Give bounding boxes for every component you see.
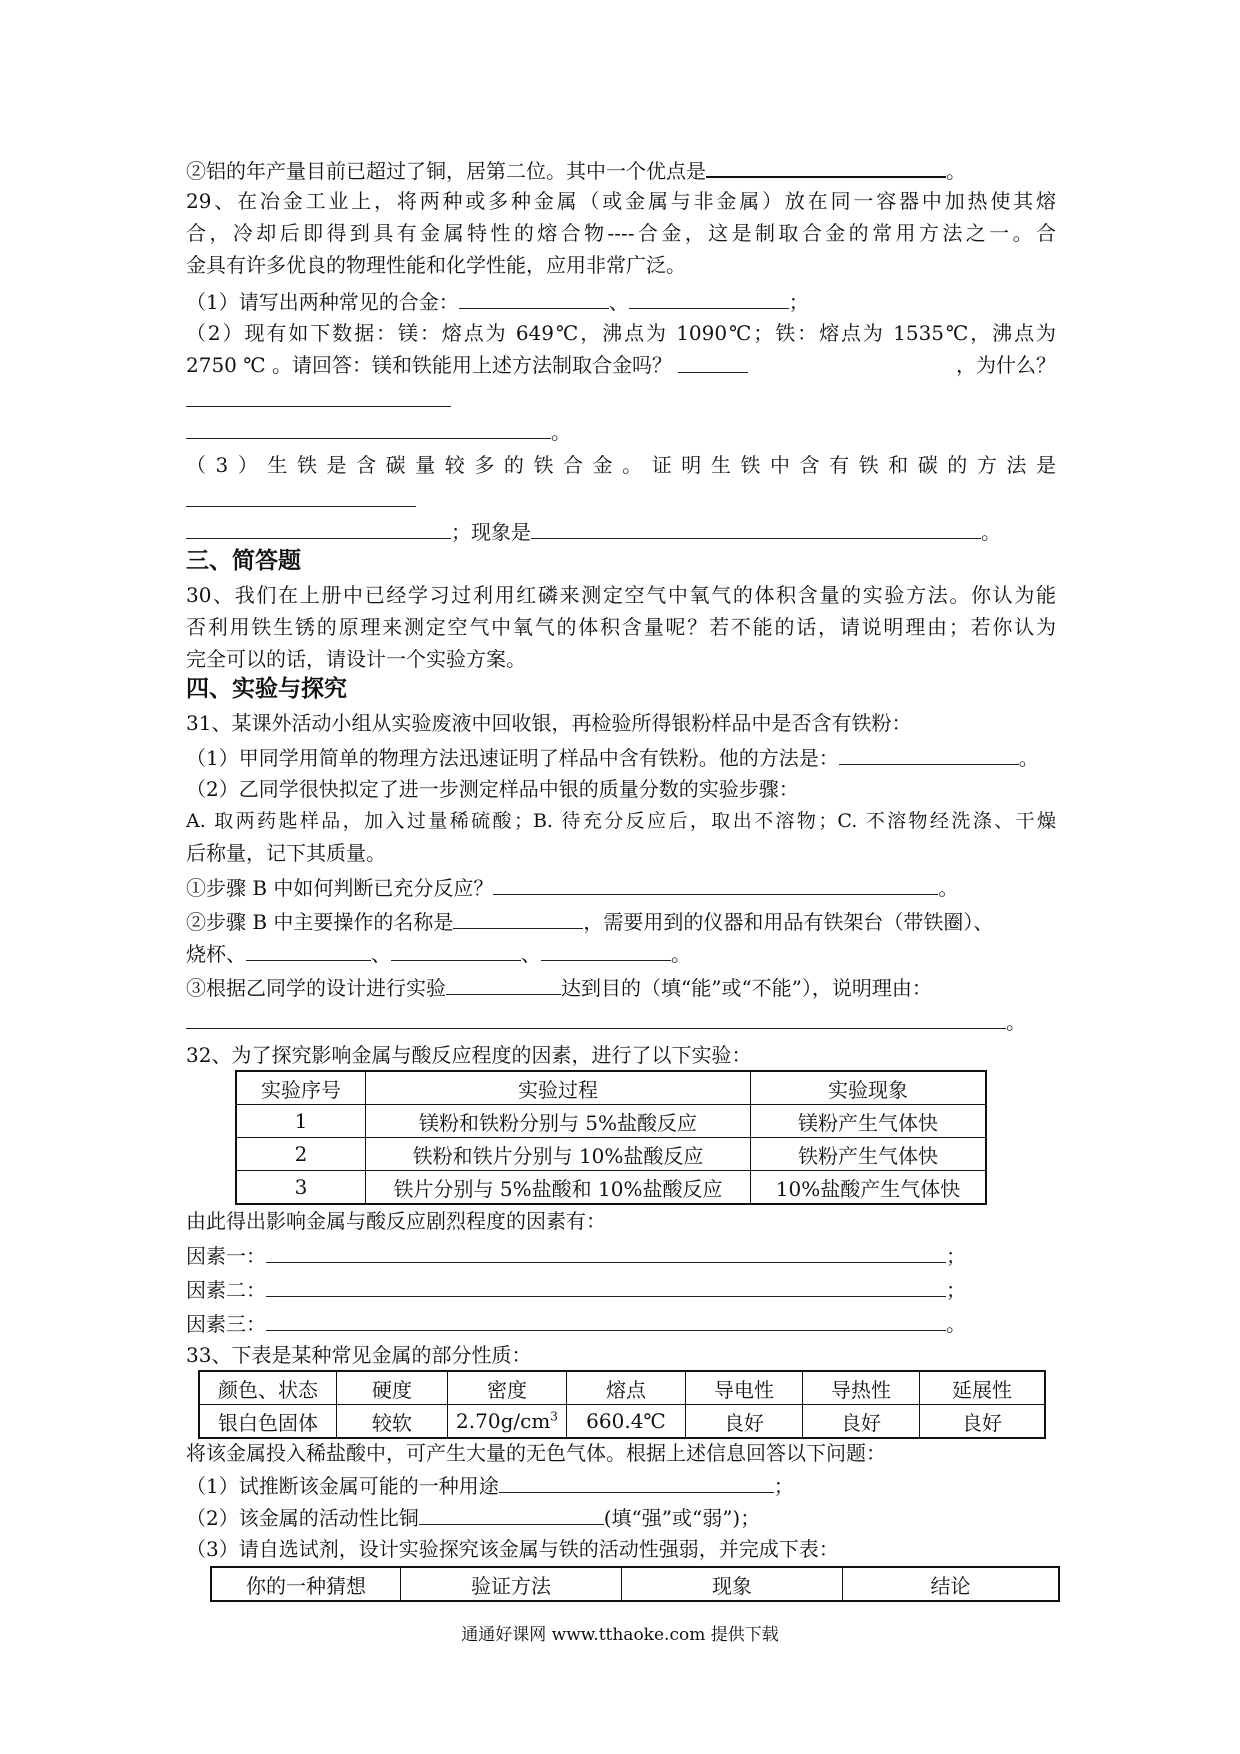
factor-1: 因素一： ；: [186, 1244, 966, 1268]
use-blank: [499, 1472, 774, 1493]
q33-after: 将该金属投入稀盐酸中，可产生大量的无色气体。根据上述信息回答以下问题：: [186, 1441, 886, 1465]
activity-blank: [419, 1504, 604, 1525]
density-cell: $2.70g/cm^3$: [448, 1405, 567, 1439]
can-or-not-blank: [446, 974, 561, 995]
mg-fe-blank: [678, 352, 748, 373]
q30-line3: 完全可以的话，请设计一个实验方案。: [186, 647, 526, 671]
instrument-blank-3: [541, 940, 671, 961]
table-header-row: 颜色、状态 硬度 密度 熔点 导电性 导热性 延展性: [199, 1371, 1045, 1405]
full-reaction-blank: [493, 874, 938, 895]
method-blank-1: [186, 486, 416, 507]
method-blank-2: [186, 518, 451, 539]
q32-experiment-table: [235, 1070, 987, 1205]
q29-intro-2: 合，冷却后即得到具有金属特性的熔合物----合金，这是制取合金的常用方法之一。合: [186, 221, 1056, 245]
footer-credit: 通通好课网 www.tthaoke.com 提供下载: [461, 1625, 779, 1645]
q31-part2: （2）乙同学很快拟定了进一步测定样品中银的质量分数的实验步骤：: [186, 777, 799, 801]
factor-2: 因素二： ；: [186, 1278, 966, 1302]
q33-property-table: [198, 1370, 1046, 1439]
q33-hypothesis-table: [210, 1566, 1060, 1602]
q29-part2-blank-line2: 。: [186, 418, 571, 445]
q33-part3: （3）请自选试剂，设计实验探究该金属与铁的活动性强弱，并完成下表：: [186, 1537, 839, 1561]
reason-blank-1: [186, 386, 451, 407]
factor-2-blank: [266, 1276, 946, 1297]
factor-1-blank: [266, 1242, 946, 1263]
table-header-row: 实验序号 实验过程 实验现象: [236, 1071, 986, 1105]
alloy-blank-1: [459, 288, 609, 309]
q29-part2-blank-line1: [186, 386, 451, 413]
q28-blank: [706, 156, 946, 178]
q28-text: ②铝的年产量目前已超过了铜，居第二位。其中一个优点是: [186, 159, 706, 183]
q29-part3-line1: （3）生铁是含碳量较多的铁合金。证明生铁中含有铁和碳的方法是: [186, 453, 1056, 477]
q31-steps-line1: A. 取两药匙样品，加入过量稀硫酸；B. 待充分反应后，取出不溶物；C. 不溶物经洗涤、干燥: [186, 810, 1056, 832]
section3-title: 三、简答题: [186, 547, 301, 574]
reason-blank: [186, 1008, 1006, 1029]
q31-line1: 31、某课外活动小组从实验废液中回收银，再检验所得银粉样品中是否含有铁粉：: [186, 711, 912, 735]
q33-part1: （1）试推断该金属可能的一种用途 ；: [186, 1474, 794, 1498]
q29-part3-line3: ；现象是 。: [186, 518, 1001, 545]
alloy-blank-2: [629, 288, 789, 309]
q29-part3-blank-line1: [186, 486, 416, 513]
q29-intro-1: 29、在冶金工业上，将两种或多种金属（或金属与非金属）放在同一容器中加热使其熔: [186, 189, 1056, 213]
instrument-blank-1: [246, 940, 371, 961]
reason-blank-2: [186, 418, 551, 439]
operation-name-blank: [453, 908, 583, 929]
q31-sub1: ①步骤 B 中如何判断已充分反应？ 。: [186, 876, 959, 900]
instrument-blank-2: [391, 940, 521, 961]
q28-line: ②铝的年产量目前已超过了铜，居第二位。其中一个优点是 。: [186, 156, 966, 184]
q33-part2: （2）该金属的活动性比铜 (填“强”或“弱”)；: [186, 1506, 761, 1530]
q29-part2-line1: （2）现有如下数据：镁：熔点为 649℃，沸点为 1090℃；铁：熔点为 1535℃，沸点为: [186, 321, 1056, 345]
q31-part1: （1）甲同学用简单的物理方法迅速证明了样品中含有铁粉。他的方法是： 。: [186, 746, 1039, 770]
q31-steps-line2: 后称量，记下其质量。: [186, 841, 386, 865]
table-row: 1 镁粉和铁粉分别与 5%盐酸反应 镁粉产生气体快: [236, 1105, 986, 1138]
table-row: 2 铁粉和铁片分别与 10%盐酸反应 铁粉产生气体快: [236, 1138, 986, 1171]
q32-line1: 32、为了探究影响金属与酸反应程度的因素，进行了以下实验：: [186, 1043, 752, 1067]
q32-after: 由此得出影响金属与酸反应剧烈程度的因素有：: [186, 1209, 606, 1233]
q31-sub2-line2: 烧杯、 、 、 。: [186, 942, 691, 966]
q30-line2: 否利用铁生锈的原理来测定空气中氧气的体积含量呢？若不能的话，请说明理由；若你认为: [186, 615, 1056, 639]
table-header-row: 你的一种猜想 验证方法 现象 结论: [211, 1567, 1059, 1601]
table-row: 3 铁片分别与 5%盐酸和 10%盐酸反应 10%盐酸产生气体快: [236, 1171, 986, 1205]
q31-sub3-line2: 。: [186, 1008, 1026, 1035]
q29-part1: （1）请写出两种常见的合金： 、 ；: [186, 290, 809, 314]
table-row: 银白色固体 较软 $2.70g/cm^3$ 660.4℃ 良好 良好 良好: [199, 1405, 1045, 1439]
q30-line1: 30、我们在上册中已经学习过利用红磷来测定空气中氧气的体积含量的实验方法。你认为能: [186, 583, 1056, 607]
phenomenon-blank: [531, 518, 981, 539]
section4-title: 四、实验与探究: [186, 675, 347, 702]
q31-sub2-line1: ②步骤 B 中主要操作的名称是 ，需要用到的仪器和用品有铁架台（带铁圈）、: [186, 910, 994, 934]
q29-intro-3: 金具有许多优良的物理性能和化学性能，应用非常广泛。: [186, 253, 686, 277]
physical-method-blank: [839, 744, 1019, 765]
factor-3: 因素三： 。: [186, 1312, 966, 1336]
q29-part2-line2: 2750 ℃ 。请回答：镁和铁能用上述方法制取合金吗？ ，为什么？: [186, 353, 1056, 377]
q33-line1: 33、下表是某种常见金属的部分性质：: [186, 1343, 532, 1367]
factor-3-blank: [266, 1310, 946, 1331]
q31-sub3-line1: ③根据乙同学的设计进行实验 达到目的（填“能”或“不能”），说明理由：: [186, 976, 932, 1000]
